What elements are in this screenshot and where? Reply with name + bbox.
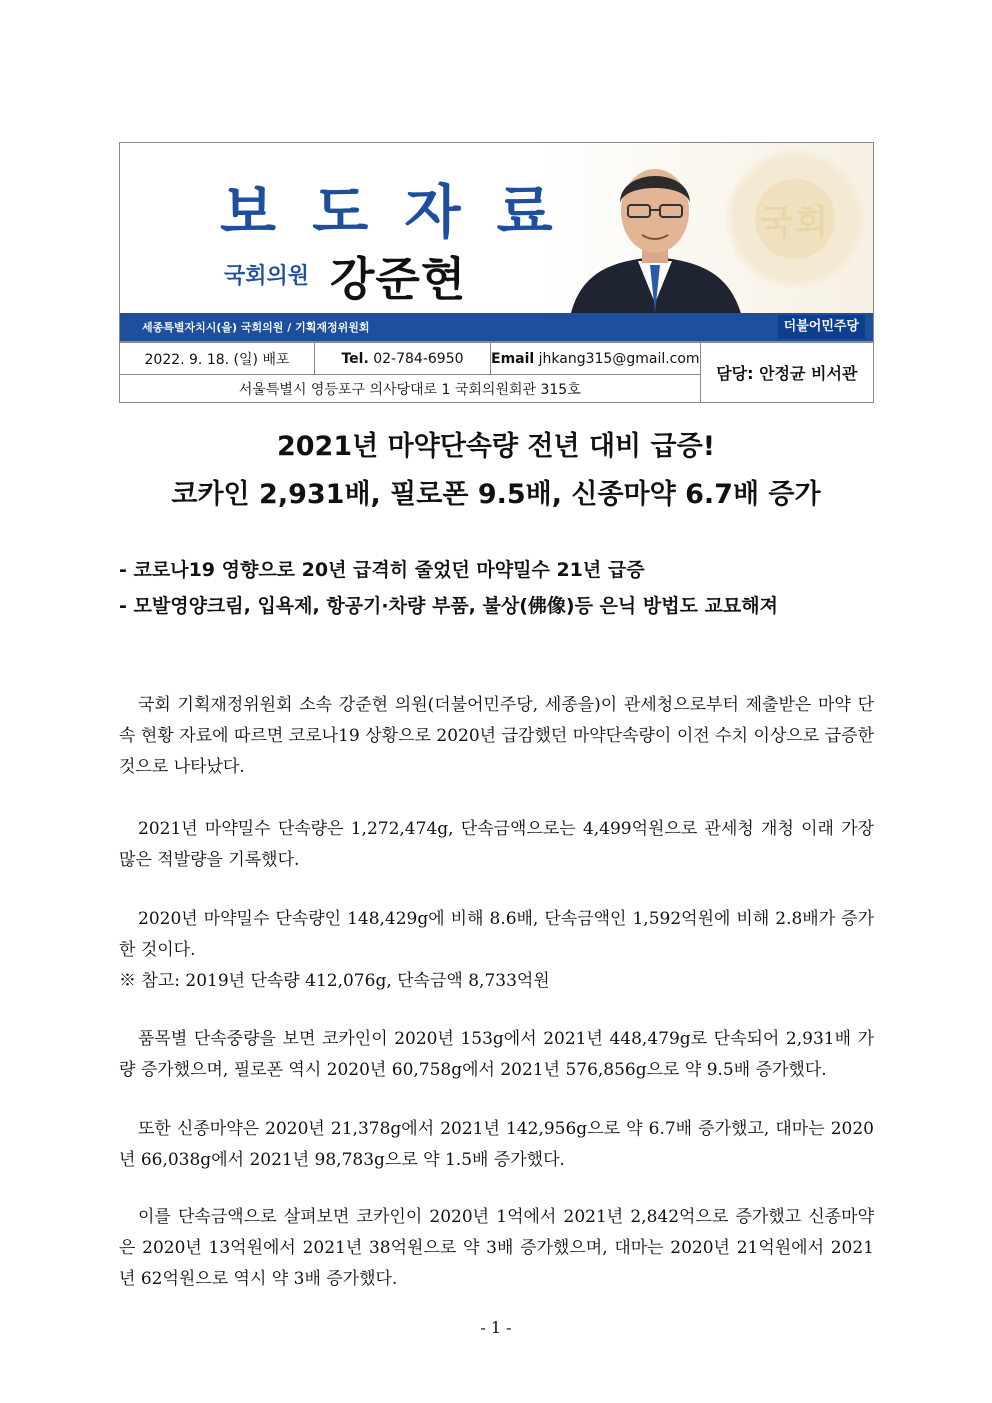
party-label: 더불어민주당 bbox=[778, 315, 865, 339]
phone-cell bbox=[315, 343, 491, 375]
body-paragraph-1: 국회 기획재정위원회 소속 강준현 의원(더불어민주당, 세종을)이 관세청으로부터 제출받은 마약 단속 현황 자료에 따르면 코로나19 상황으로 2020년 급감했던 마약단속량이 이전 수치 이상으로 급증한 것으로 나타났다. bbox=[119, 695, 874, 777]
portrait-photo bbox=[560, 153, 750, 317]
press-release-banner bbox=[119, 142, 874, 342]
email-value: jhkang315@gmail.com bbox=[538, 350, 700, 367]
headline-line-2: 코카인 2,931배, 필로폰 9.5배, 신종마약 6.7배 증가 bbox=[171, 479, 821, 510]
reference-note: ※ 참고: 2019년 단속량 412,076g, 단속금액 8,733억원 bbox=[119, 971, 550, 991]
banner-name: 강준현 bbox=[330, 252, 467, 306]
release-date: 2022. 9. 18. (일) 배포 bbox=[120, 343, 315, 375]
subheading-1: - 코로나19 영향으로 20년 급격히 줄었던 마약밀수 21년 급증 bbox=[119, 559, 645, 581]
body-paragraph-3: 2020년 마약밀수 단속량인 148,429g에 비해 8.6배, 단속금액인 1,592억원에 비해 2.8배가 증가한 것이다. bbox=[119, 909, 874, 960]
body-paragraph-2: 2021년 마약밀수 단속량은 1,272,474g, 단속금액으로는 4,499억원으로 관세청 개청 이래 가장 많은 적발량을 기록했다. bbox=[119, 819, 874, 870]
office-address: 서울특별시 영등포구 의사당대로 1 국회의원회관 315호 bbox=[120, 375, 701, 403]
email-label: Email bbox=[491, 350, 535, 367]
banner-title: 보 도 자 료 bbox=[220, 178, 561, 246]
banner-role: 국회의원 bbox=[224, 264, 310, 289]
headline-line-1: 2021년 마약단속량 전년 대비 급증! bbox=[276, 431, 716, 462]
subheading-2: - 모발영양크림, 입욕제, 항공기·차량 부품, 불상(佛像)등 은닉 방법도 교묘해져 bbox=[119, 595, 778, 617]
member-affiliation: 세종특별자치시(을) 국회의원 / 기획재정위원회 bbox=[142, 321, 370, 334]
email-cell bbox=[491, 343, 701, 375]
body-paragraph-6: 이를 단속금액으로 살펴보면 코카인이 2020년 1억에서 2021년 2,842억으로 증가했고 신종마약은 2020년 13억원에서 2021년 38억원으로 약 3배 증가했으며, 대마는 2020년 21억원에서 2021년 62억원으로 역시 약 3배 증가했다. bbox=[119, 1207, 874, 1289]
page-number: - 1 - bbox=[480, 1318, 512, 1337]
release-info-table bbox=[119, 342, 874, 403]
banner-strip bbox=[120, 313, 873, 341]
tel-value: 02-784-6950 bbox=[373, 350, 464, 367]
tel-label: Tel. bbox=[341, 350, 369, 367]
seal-text: 국회 bbox=[760, 203, 830, 243]
body-paragraph-4: 품목별 단속중량을 보면 코카인이 2020년 153g에서 2021년 448,479g로 단속되어 2,931배 가량 증가했으며, 필로폰 역시 2020년 60,758g에서 2021년 576,856g으로 약 9.5배 증가했다. bbox=[119, 1029, 874, 1080]
contact-person: 담당: 안정균 비서관 bbox=[700, 343, 873, 403]
body-paragraph-5: 또한 신종마약은 2020년 21,378g에서 2021년 142,956g으로 약 6.7배 증가했고, 대마는 2020년 66,038g에서 2021년 98,783g으로 약 1.5배 증가했다. bbox=[119, 1119, 874, 1170]
